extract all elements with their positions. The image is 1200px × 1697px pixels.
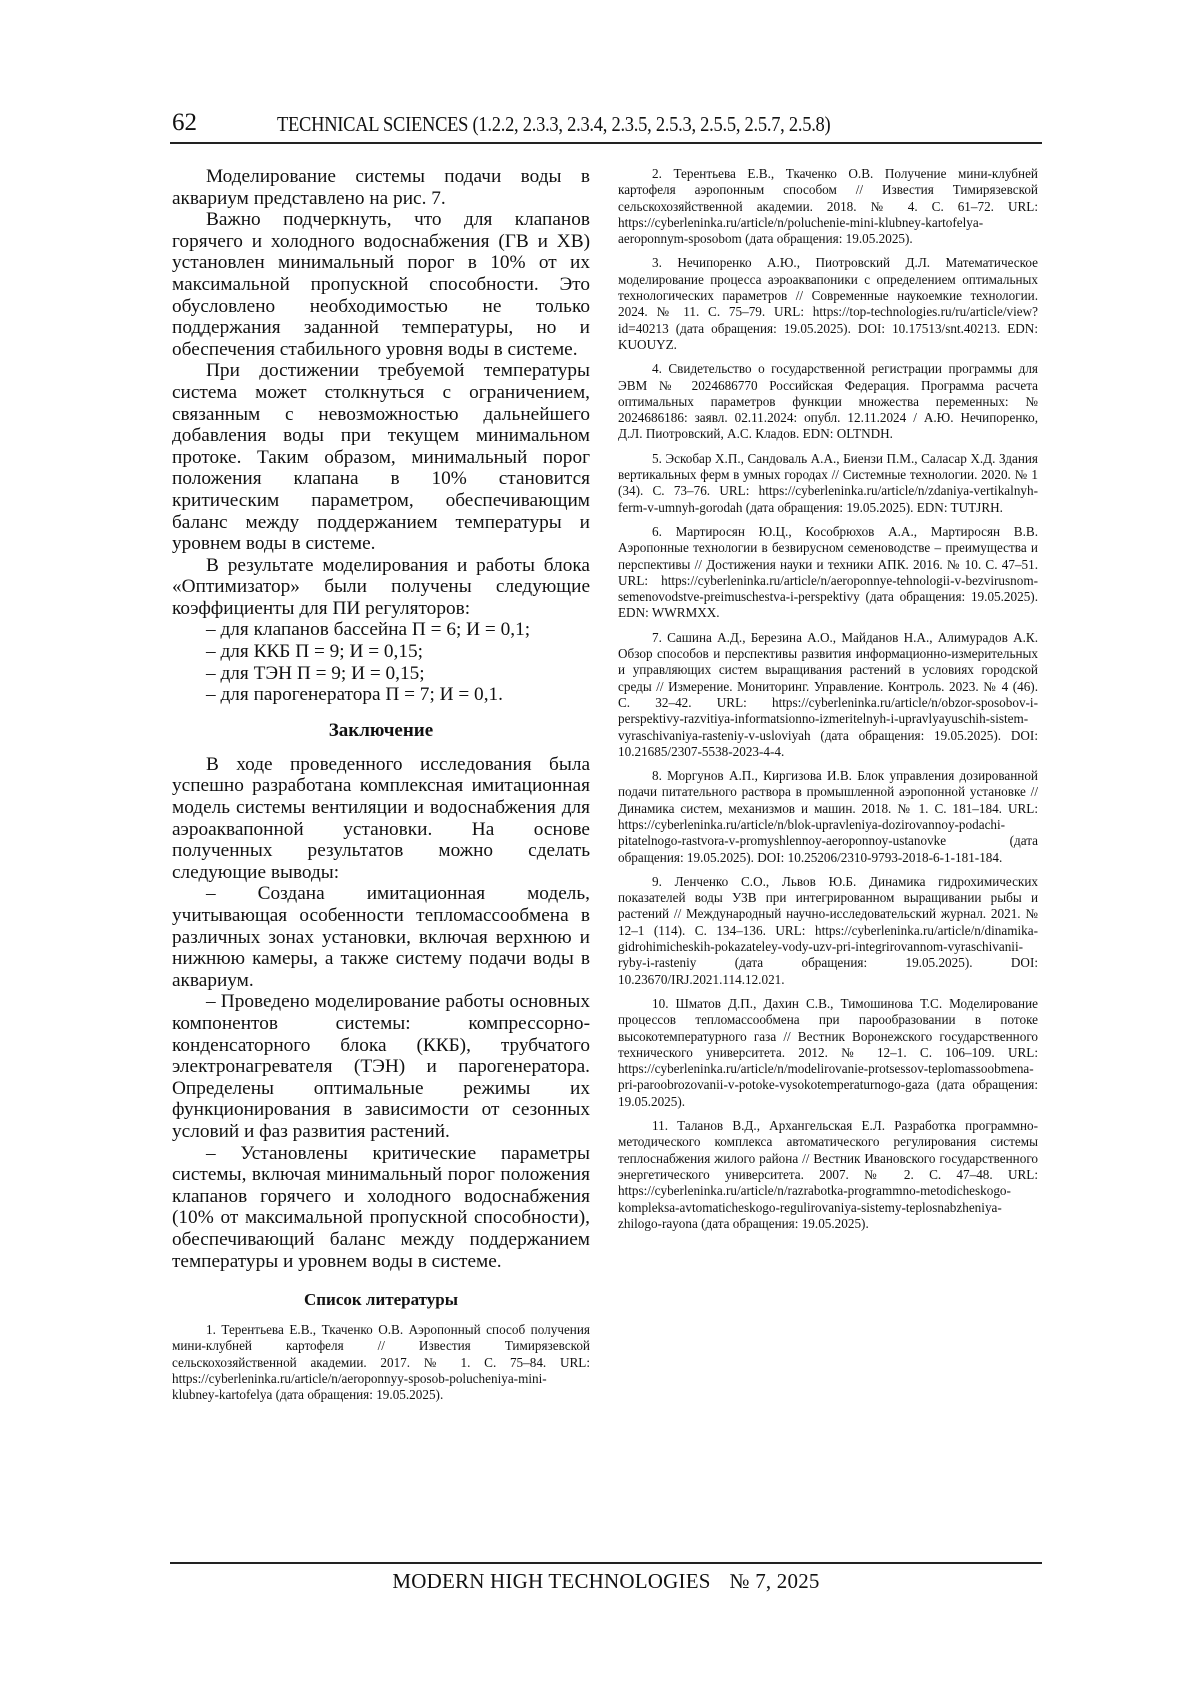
reference-item: 7. Сашина А.Д., Березина А.О., Майданов Н.А., Алимурадов А.К. Обзор способов и перспективы развития информационно-измерительных и управляющих систем выращивания растений в условиях городской среды // Измерение. Мониторинг. Управление. Контроль. 2023. № 4 (46). С. 32–42. URL: https://cyberleninka.ru/article/n/obzor-sposobov-i-perspektivy-razvitiya-informatsionno-izmeritelnyh-i-upravlyayuschih-sistem-vyraschivaniya-rasteniy-v-usloviyah (дата обращения: 19.05.2025). DOI: 10.21685/2307-5538-2023-4-4. [618, 629, 1038, 759]
list-item: – для ККБ П = 9; И = 0,15; [206, 641, 423, 663]
issue-number: № 7, 2025 [729, 1569, 820, 1593]
running-header [170, 108, 1042, 144]
paragraph-figure-reference: Моделирование системы подачи воды в аквариум представлено на рис. 7. [172, 166, 590, 209]
reference-item: 10. Шматов Д.П., Дахин С.В., Тимошинова Т.С. Моделирование процессов тепломассообмена при парообразовании в потоке высокотемпературного газа // Вестник Воронежского государственного технического университета. 2012. № 12–1. С. 106–109. URL: https://cyberleninka.ru/article/n/modelirovanie-protsessov-teplomassoobmena-pri-paroobrozovanii-v-potoke-vysokotemperaturnogo-gaza (дата обращения: 19.05.2025). [618, 995, 1038, 1109]
paragraph-valve-threshold: Важно подчеркнуть, что для клапанов горячего и холодного водоснабжения (ГВ и ХВ) установлен минимальный порог в 10% от их максимальной пропускной способности. Это обусловлено необходимостью не только поддержания заданной температуры, но и обеспечения стабильного уровня воды в системе. [172, 209, 590, 360]
reference-item: 6. Мартиросян Ю.Ц., Кособрюхов А.А., Мартиросян В.В. Аэропонные технологии в безвирусном семеноводстве – преимущества и перспективы // Достижения науки и техники АПК. 2016. № 10. С. 47–51. URL: https://cyberleninka.ru/article/n/aeroponnye-tehnologii-v-bezvirusnom-semenovodstve-preimuschestva-i-perspektivy (дата обращения: 19.05.2025). EDN: WWRMXX. [618, 523, 1038, 621]
references-heading: Список литературы [303, 1290, 459, 1310]
reference-item: 9. Ленченко С.О., Львов Ю.Б. Динамика гидрохимических показателей воды УЗВ при интегрированном выращивании рыбы и растений // Международный научно-исследовательский журнал. 2021. № 12–1 (114). С. 134–136. URL: https://cyberleninka.ru/article/n/dinamika-gidrohimicheskih-pokazateley-vody-uzv-pri-integrirovannom-vyraschivanii-ryby-i-rasteniy (дата обращения: 19.05.2025). DOI: 10.23670/IRJ.2021.114.12.021. [618, 873, 1038, 987]
conclusion-item: – Установлены критические параметры системы, включая минимальный порог положения клапанов горячего и холодного водоснабжения (10% от максимальной пропускной способности), обеспечивающий баланс между поддержанием температуры и уровнем воды в системе. [172, 1142, 590, 1272]
conclusion-heading: Заключение [328, 719, 434, 741]
conclusion-intro: В ходе проведенного исследования была успешно разработана комплексная имитационная модель системы вентиляции и водоснабжения для аэроаквапонной установки. На основе полученных результатов можно сделать следующие выводы: [172, 753, 590, 883]
reference-item: 4. Свидетельство о государственной регистрации программы для ЭВМ № 2024686770 Российская Федерация. Программа расчета оптимальных параметров функции множества переменных: № 2024686186: заявл. 02.11.2024: опубл. 12.11.2024 / А.Ю. Нечипоренко, Д.Л. Пиотровский, А.С. Кладов. EDN: OLTNDH. [618, 361, 1038, 442]
reference-item: 11. Таланов В.Д., Архангельская Е.Л. Разработка программно-методического комплекса автоматического регулирования системы теплоснабжения жилого района // Вестник Ивановского государственного энергетического университета. 2007. № 2. С. 47–48. URL: https://cyberleninka.ru/article/n/razrabotka-programmno-metodicheskogo-kompleksa-avtomaticheskogo-regulirovaniya-sistemy-teplosnabzheniya-zhilogo-rayona (дата обращения: 19.05.2025). [618, 1118, 1038, 1231]
journal-title: MODERN HIGH TECHNOLOGIES [392, 1569, 711, 1593]
paragraph-critical-parameter: При достижении требуемой температуры система может столкнуться с ограничением, связанным с невозможностью дальнейшего добавления воды при текущем минимальном протоке. Таким образом, минимальный порог положения клапана в 10% становится критическим параметром, обеспечивающим баланс между поддержанием температуры и уровнем воды в системе. [172, 360, 590, 555]
left-column [172, 166, 590, 1412]
list-item: – для ТЭН П = 9; И = 0,15; [206, 662, 425, 684]
page-number: 62 [172, 109, 197, 136]
conclusion-item: – Создана имитационная модель, учитывающая особенности тепломассообмена в различных зонах установки, включая верхнюю и нижнюю камеры, а также систему подачи воды в аквариум. [172, 883, 590, 991]
reference-item: 8. Моргунов А.П., Киргизова И.В. Блок управления дозированной подачи питательного раствора в промышленной аэропонной установке // Динамика систем, механизмов и машин. 2018. № 1. С. 181–184. URL: https://cyberleninka.ru/article/n/blok-upravleniya-dozirovannoy-podachi-pitatelnogo-rastvora-v-promyshlennoy-aeroponnoy-ustanovke (дата обращения: 19.05.2025). DOI: 10.25206/2310-9793-2018-6-1-181-184. [618, 768, 1038, 865]
journal-section-title: TECHNICAL SCIENCES (1.2.2, 2.3.3, 2.3.4, 2.3.5, 2.5.3, 2.5.5, 2.5.7, 2.5.8) [277, 112, 831, 136]
reference-item: 5. Эскобар Х.П., Сандоваль А.А., Биензи П.М., Саласар Х.Д. Здания вертикальных ферм в умных городах // Системные технологии. 2020. № 1 (34). С. 73–76. URL: https://cyberleninka.ru/article/n/zdaniya-vertikalnyh-ferm-v-umnyh-gorodah (дата обращения: 19.05.2025). EDN: TUTJRH. [618, 450, 1038, 515]
list-item: – для парогенератора П = 7; И = 0,1. [206, 684, 503, 706]
reference-item: 3. Нечипоренко А.Ю., Пиотровский Д.Л. Математическое моделирование процесса аэроаквапоники с определением оптимальных технологических параметров // Современные наукоемкие технологии. 2024. № 11. С. 75–79. URL: https://top-technologies.ru/ru/article/view?id=40213 (дата обращения: 19.05.2025). DOI: 10.17513/snt.40213. EDN: KUOUYZ. [618, 255, 1038, 352]
reference-item: 1. Терентьева Е.В., Ткаченко О.В. Аэропонный способ получения мини-клубней картофеля // Известия Тимирязевской сельскохозяйственной академии. 2017. № 1. С. 75–84. URL: https://cyberleninka.ru/article/n/aeroponnyy-sposob-polucheniya-mini-klubney-kartofelya (дата обращения: 19.05.2025). [172, 1322, 590, 1403]
running-footer [170, 1562, 1042, 1594]
conclusion-item: – Проведено моделирование работы основных компонентов системы: компрессорно-конденсаторного блока (ККБ), трубчатого электронагревателя (ТЭН) и парогенератора. Определены оптимальные режимы их функционирования в зависимости от сезонных условий и фаз развития растений. [172, 991, 590, 1142]
reference-item: 2. Терентьева Е.В., Ткаченко О.В. Получение мини-клубней картофеля аэропонным способом // Известия Тимирязевской сельскохозяйственной академии. 2018. № 4. С. 61–72. URL: https://cyberleninka.ru/article/n/poluchenie-mini-klubney-kartofelya-aeroponnym-sposobom (дата обращения: 19.05.2025). [618, 166, 1038, 247]
right-column [618, 166, 1038, 1240]
paragraph-optimizer-results: В результате моделирования и работы блока «Оптимизатор» были получены следующие коэффициенты для ПИ регуляторов: [172, 554, 590, 619]
list-item: – для клапанов бассейна П = 6; И = 0,1; [206, 619, 531, 641]
coefficient-list [172, 619, 590, 705]
